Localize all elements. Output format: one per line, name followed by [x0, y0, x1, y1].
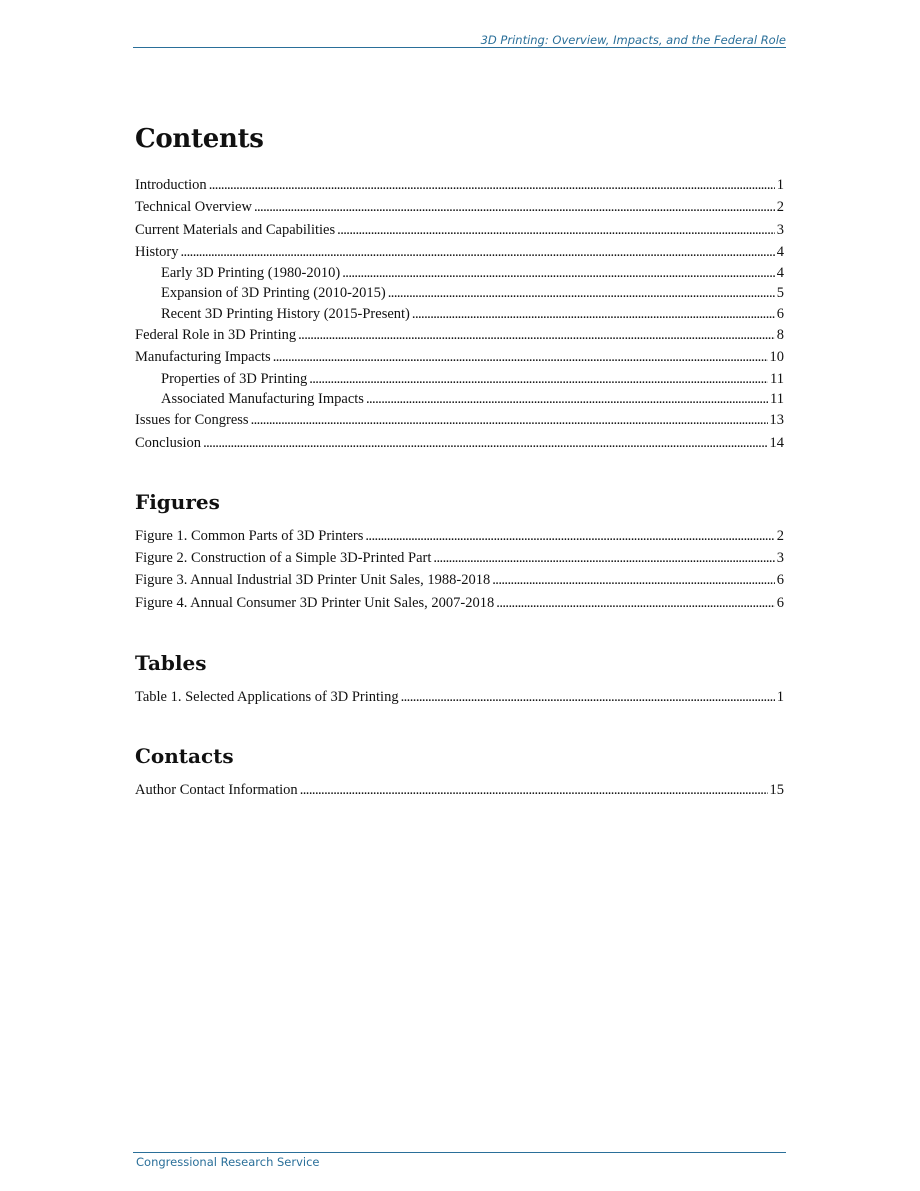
toc-entry-page-number[interactable]: 4: [776, 265, 784, 282]
toc-entry-title[interactable]: Figure 2. Construction of a Simple 3D-Printed Part: [135, 550, 432, 567]
toc-entry-title[interactable]: Table 1. Selected Applications of 3D Printing: [135, 689, 399, 705]
dot-leader: [337, 219, 775, 241]
toc-entry[interactable]: [135, 263, 784, 283]
toc-entry[interactable]: [135, 409, 784, 431]
toc-entry-page-number[interactable]: 1: [776, 689, 784, 705]
toc-entry-page-number[interactable]: 11: [770, 370, 784, 387]
dot-leader: [300, 779, 768, 801]
toc-entry-page-number[interactable]: 6: [776, 305, 784, 322]
dot-leader: [412, 304, 775, 324]
toc-entry-title[interactable]: Figure 1. Common Parts of 3D Printers: [135, 528, 364, 544]
toc-entry-title[interactable]: Associated Manufacturing Impacts: [161, 390, 364, 407]
dot-leader: [496, 592, 774, 614]
toc-entry-page-number[interactable]: 8: [776, 327, 784, 344]
dot-leader: [388, 283, 775, 303]
toc-entry-title[interactable]: Conclusion: [135, 434, 202, 451]
toc-entry-title[interactable]: Recent 3D Printing History (2015-Present): [161, 305, 410, 322]
toc-entry-page-number[interactable]: 10: [769, 349, 784, 366]
toc-entry[interactable]: [135, 569, 784, 591]
figures-heading: Figures: [135, 490, 220, 514]
dot-leader: [251, 409, 768, 431]
toc-entry[interactable]: [135, 592, 784, 614]
toc-entry-page-number[interactable]: 3: [776, 550, 784, 567]
contacts-heading: Contacts: [135, 744, 234, 768]
dot-leader: [209, 174, 775, 196]
dot-leader: [433, 547, 774, 569]
toc-entry-title[interactable]: Author Contact Information: [135, 782, 298, 798]
toc-entry[interactable]: [135, 219, 784, 241]
toc-entry-page-number[interactable]: 5: [776, 285, 784, 302]
toc-entry[interactable]: [135, 304, 784, 324]
toc-entry-page-number[interactable]: 3: [776, 221, 784, 238]
toc-entry[interactable]: [135, 196, 784, 218]
contacts-list: [135, 779, 784, 801]
toc-entry-title[interactable]: Figure 3. Annual Industrial 3D Printer Unit Sales, 1988-2018: [135, 572, 491, 589]
dot-leader: [309, 369, 768, 389]
toc-entry-page-number[interactable]: 1: [776, 177, 784, 193]
toc-entry-page-number[interactable]: 2: [776, 199, 784, 216]
toc-entry[interactable]: [135, 525, 784, 547]
dot-leader: [203, 432, 767, 454]
toc-entry[interactable]: [135, 547, 784, 569]
toc-entry-title[interactable]: Issues for Congress: [135, 412, 249, 429]
toc-entry-page-number[interactable]: 6: [776, 594, 784, 611]
dot-leader: [273, 346, 768, 368]
toc-entry[interactable]: [135, 389, 784, 409]
dot-leader: [342, 263, 775, 283]
toc-entry[interactable]: [135, 283, 784, 303]
toc-entry-page-number[interactable]: 4: [776, 243, 784, 260]
dot-leader: [401, 686, 775, 708]
dot-leader: [365, 525, 774, 547]
toc-entry[interactable]: [135, 174, 784, 196]
toc-entry-page-number[interactable]: 2: [776, 528, 784, 544]
dot-leader: [181, 241, 775, 263]
contents-list: [135, 174, 784, 454]
toc-entry[interactable]: [135, 324, 784, 346]
toc-entry[interactable]: [135, 369, 784, 389]
toc-entry-title[interactable]: Manufacturing Impacts: [135, 349, 271, 366]
tables-list: [135, 686, 784, 708]
tables-heading: Tables: [135, 651, 207, 675]
dot-leader: [366, 389, 768, 409]
toc-entry-page-number[interactable]: 14: [769, 434, 784, 451]
toc-entry[interactable]: [135, 432, 784, 454]
header-rule: [133, 47, 786, 48]
toc-entry-title[interactable]: Early 3D Printing (1980-2010): [161, 265, 341, 282]
dot-leader: [298, 324, 775, 346]
footer-organization: Congressional Research Service: [136, 1155, 320, 1169]
toc-entry-title[interactable]: Introduction: [135, 177, 207, 193]
toc-entry[interactable]: [135, 346, 784, 368]
toc-entry-title[interactable]: Federal Role in 3D Printing: [135, 327, 297, 344]
toc-entry-page-number[interactable]: 6: [776, 572, 784, 589]
running-header: 3D Printing: Overview, Impacts, and the Federal Role: [480, 33, 786, 47]
footer-rule: [133, 1152, 786, 1153]
toc-entry-title[interactable]: Figure 4. Annual Consumer 3D Printer Unit Sales, 2007-2018: [135, 594, 495, 611]
contents-heading: Contents: [135, 124, 264, 154]
toc-entry-page-number[interactable]: 11: [770, 390, 784, 407]
dot-leader: [492, 569, 775, 591]
toc-entry[interactable]: [135, 686, 784, 708]
toc-entry-title[interactable]: Current Materials and Capabilities: [135, 221, 336, 238]
dot-leader: [254, 196, 775, 218]
toc-entry-title[interactable]: Technical Overview: [135, 199, 252, 216]
toc-entry[interactable]: [135, 779, 784, 801]
toc-entry-title[interactable]: Expansion of 3D Printing (2010-2015): [161, 285, 386, 302]
toc-entry-page-number[interactable]: 13: [769, 412, 784, 429]
toc-entry-page-number[interactable]: 15: [769, 782, 784, 798]
toc-entry[interactable]: [135, 241, 784, 263]
figures-list: [135, 525, 784, 614]
toc-entry-title[interactable]: Properties of 3D Printing: [161, 370, 308, 387]
toc-entry-title[interactable]: History: [135, 243, 179, 260]
